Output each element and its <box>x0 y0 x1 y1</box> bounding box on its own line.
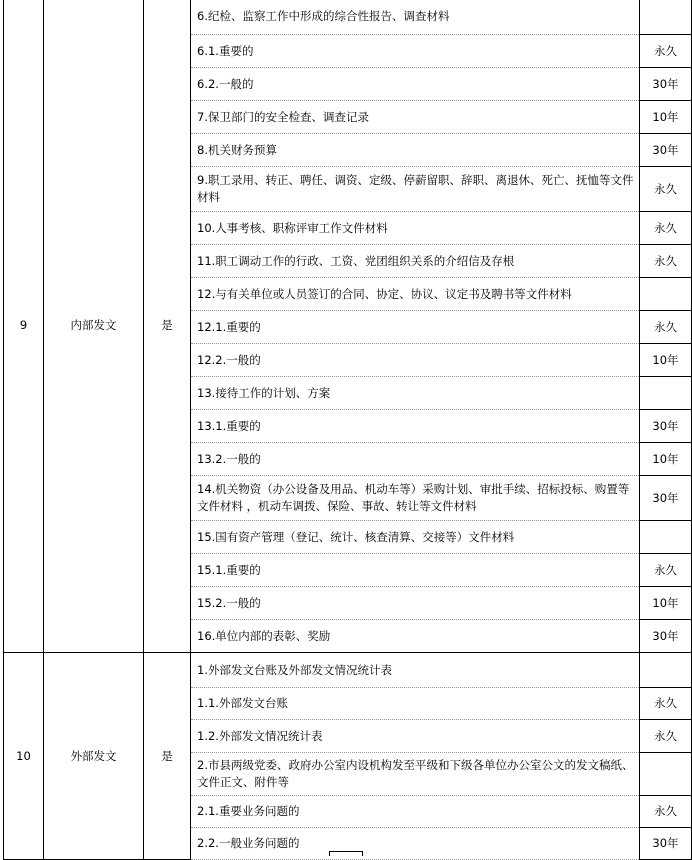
item-description: 7.保卫部门的安全检查、调查记录 <box>191 101 640 134</box>
item-description: 11.职工调动工作的行政、工资、党团组织关系的介绍信及存根 <box>191 245 640 278</box>
item-description: 15.2.一般的 <box>191 587 640 620</box>
item-description: 13.2.一般的 <box>191 443 640 476</box>
item-description: 2.2.一般业务问题的 <box>191 828 640 860</box>
retention-period <box>640 753 692 796</box>
retention-period: 永久 <box>640 720 692 753</box>
retention-period: 30年 <box>640 476 692 521</box>
category-name: 外部发文 <box>44 653 144 860</box>
retention-period: 30年 <box>640 620 692 653</box>
item-description: 14.机关物资（办公设备及用品、机动车等）采购计划、审批手续、招标投标、购置等文件材料 ，机动车调拨、保险、事故、转让等文件材料 <box>191 476 640 521</box>
table-row <box>4 653 692 688</box>
item-description: 13.1.重要的 <box>191 410 640 443</box>
retention-period: 10年 <box>640 587 692 620</box>
item-description: 8.机关财务预算 <box>191 134 640 167</box>
item-description: 13.接待工作的计划、方案 <box>191 377 640 410</box>
retention-period: 永久 <box>640 212 692 245</box>
retention-period: 30年 <box>640 828 692 860</box>
retention-period: 永久 <box>640 311 692 344</box>
retention-period <box>640 0 692 35</box>
retention-period <box>640 521 692 554</box>
retention-period: 30年 <box>640 410 692 443</box>
archive-flag: 是 <box>144 0 191 653</box>
retention-period <box>640 653 692 688</box>
item-description: 12.与有关单位或人员签订的合同、协定、协议、议定书及聘书等文件材料 <box>191 278 640 311</box>
retention-period: 10年 <box>640 101 692 134</box>
retention-period: 30年 <box>640 134 692 167</box>
retention-period: 永久 <box>640 245 692 278</box>
row-number: 9 <box>4 0 44 653</box>
item-description: 12.2.一般的 <box>191 344 640 377</box>
item-description: 1.1.外部发文台账 <box>191 688 640 720</box>
retention-period <box>640 377 692 410</box>
retention-period: 永久 <box>640 554 692 587</box>
page-tab <box>329 851 363 856</box>
retention-period: 30年 <box>640 68 692 101</box>
retention-table-body <box>4 0 692 860</box>
item-description: 1.外部发文台账及外部发文情况统计表 <box>191 653 640 688</box>
table-row <box>4 0 692 35</box>
row-number: 10 <box>4 653 44 860</box>
item-description: 15.1.重要的 <box>191 554 640 587</box>
item-description: 15.国有资产管理（登记、统计、核查清算、交接等）文件材料 <box>191 521 640 554</box>
item-description: 10.人事考核、职称评审工作文件材料 <box>191 212 640 245</box>
retention-period: 永久 <box>640 35 692 68</box>
item-description: 12.1.重要的 <box>191 311 640 344</box>
archive-flag: 是 <box>144 653 191 860</box>
retention-period: 永久 <box>640 167 692 212</box>
item-description: 6.2.一般的 <box>191 68 640 101</box>
retention-period <box>640 278 692 311</box>
item-description: 6.纪检、监察工作中形成的综合性报告、调查材料 <box>191 0 640 35</box>
item-description: 2.市县两级党委、政府办公室内设机构发至平级和下级各单位办公室公文的发文稿纸、文件正文、附件等 <box>191 753 640 796</box>
item-description: 6.1.重要的 <box>191 35 640 68</box>
item-description: 2.1.重要业务问题的 <box>191 796 640 828</box>
retention-period: 永久 <box>640 688 692 720</box>
item-description: 16.单位内部的表彰、奖励 <box>191 620 640 653</box>
item-description: 9.职工录用、转正、聘任、调资、定级、停薪留职、辞职、离退休、死亡、抚恤等文件材料 <box>191 167 640 212</box>
retention-table <box>3 0 692 860</box>
category-name: 内部发文 <box>44 0 144 653</box>
retention-period: 10年 <box>640 344 692 377</box>
retention-period: 10年 <box>640 443 692 476</box>
retention-period: 永久 <box>640 796 692 828</box>
item-description: 1.2.外部发文情况统计表 <box>191 720 640 753</box>
